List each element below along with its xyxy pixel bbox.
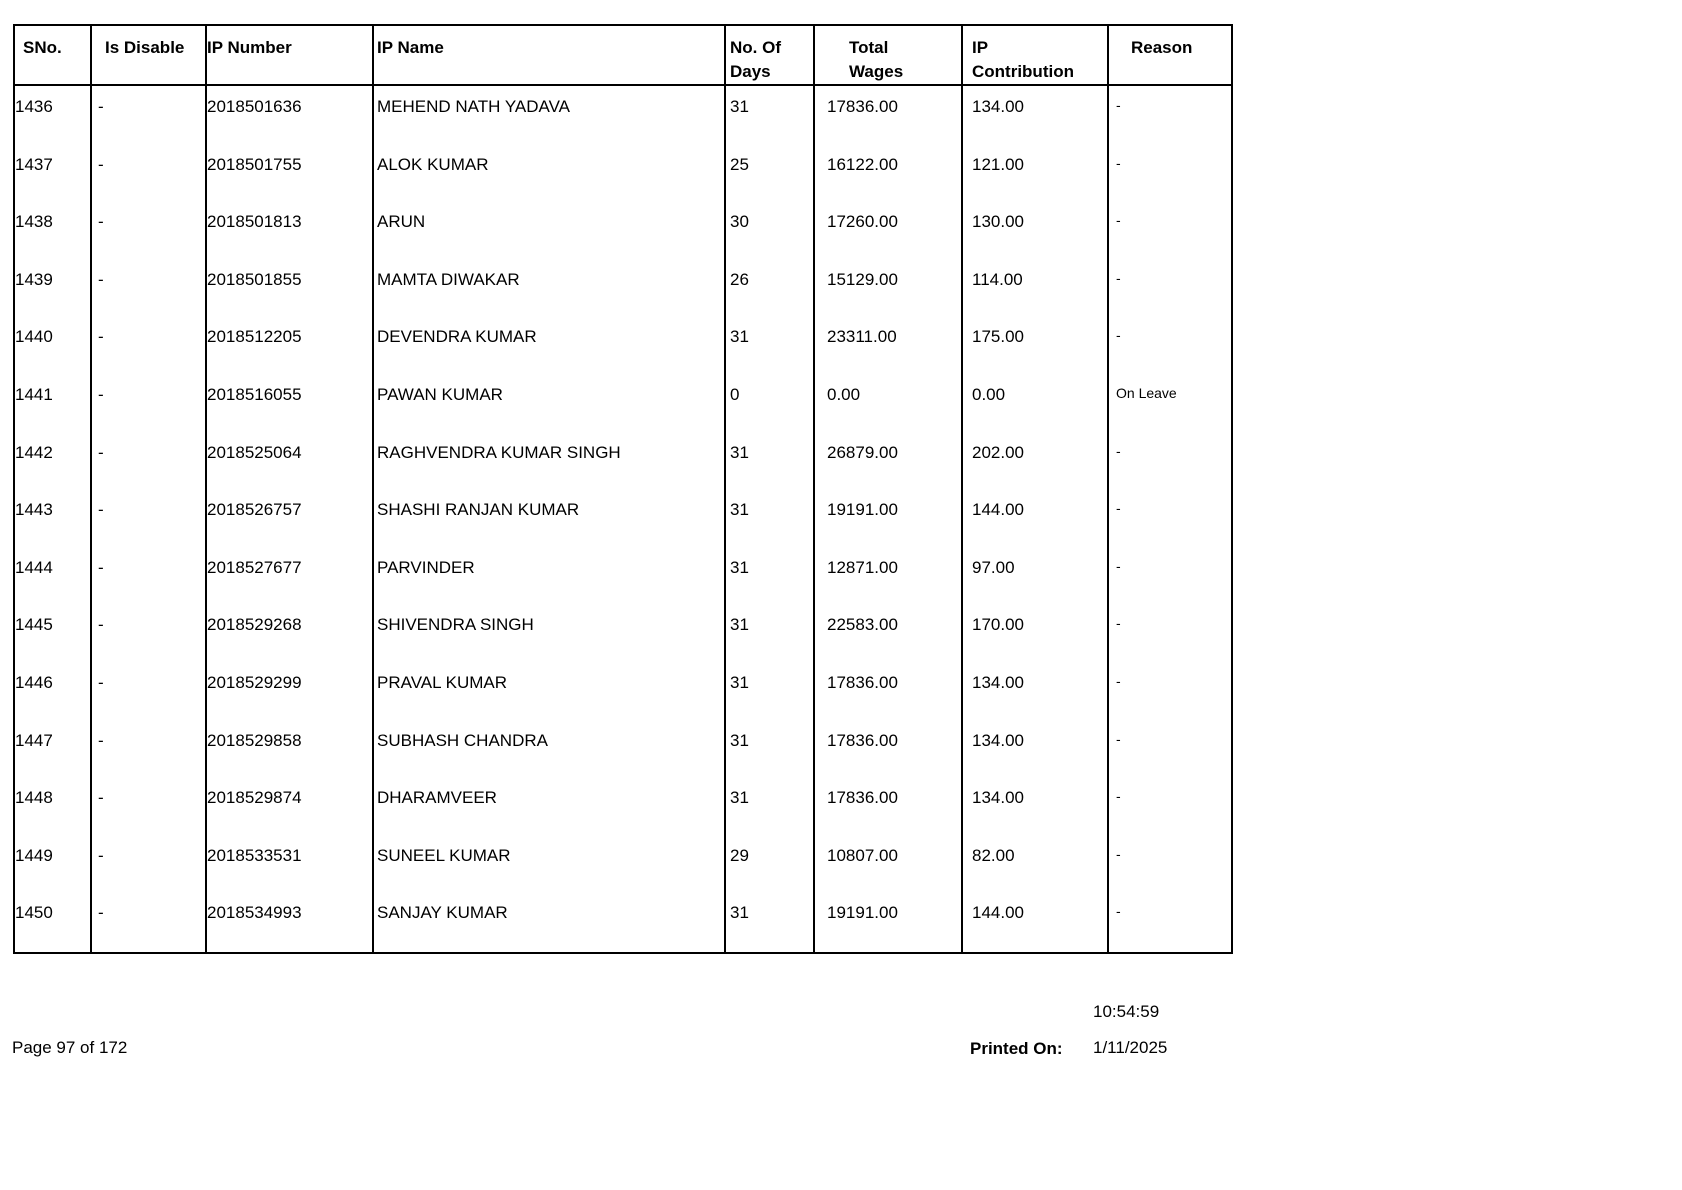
header-is-disable [91,25,206,85]
cell-ip-contribution-text: 144.00 [972,500,1024,520]
cell-ip-contribution-text: 0.00 [972,384,1006,404]
cell-sno-text: 1445 [15,615,53,635]
cell-reason [1108,201,1232,259]
cell-no-of-days [725,489,814,547]
cell-sno-text: 1440 [15,327,53,347]
cell-reason-text: - [1116,557,1121,574]
cell-no-of-days-text: 30 [730,212,749,232]
cell-is-disable-text: - [98,788,104,808]
cell-sno-text: 1443 [15,500,53,520]
header-ip-contribution [962,25,1108,85]
cell-total-wages-text: 17836.00 [827,730,898,750]
cell-total-wages-text: 22583.00 [827,615,898,635]
cell-ip-number [206,144,373,202]
cell-sno [14,662,91,720]
cell-sno [14,144,91,202]
cell-sno [14,201,91,259]
cell-reason-text: - [1116,788,1121,805]
cell-is-disable [91,259,206,317]
cell-ip-name [373,604,725,662]
table-row [14,777,1232,835]
cell-sno-text: 1441 [15,384,53,404]
header-is-disable-label: Is Disable [105,38,185,57]
cell-sno [14,316,91,374]
cell-ip-number [206,432,373,490]
cell-reason [1108,259,1232,317]
cell-is-disable-text: - [98,442,104,462]
cell-ip-name-text: PRAVAL KUMAR [377,672,508,692]
header-row [14,25,1232,85]
header-reason [1108,25,1232,85]
cell-ip-number-text: 2018529874 [207,788,302,808]
cell-ip-contribution-text: 134.00 [972,730,1024,750]
cell-no-of-days [725,144,814,202]
cell-total-wages-text: 19191.00 [827,903,898,923]
cell-no-of-days-text: 31 [730,557,749,577]
table-row [14,892,1232,953]
header-ip-contribution-label: IP Contribution [972,38,1074,81]
cell-no-of-days [725,85,814,144]
cell-sno [14,85,91,144]
cell-ip-contribution [962,892,1108,953]
cell-ip-number-text: 2018501855 [207,269,302,289]
header-ip-name [373,25,725,85]
cell-ip-name-text: MAMTA DIWAKAR [377,269,520,289]
cell-reason-text: - [1116,845,1121,862]
cell-is-disable [91,489,206,547]
cell-ip-name-text: MEHEND NATH YADAVA [377,97,571,116]
cell-ip-name-text: PARVINDER [377,557,475,577]
cell-ip-number [206,547,373,605]
cell-is-disable [91,835,206,893]
cell-sno-text: 1437 [15,154,53,174]
cell-ip-name-text: SANJAY KUMAR [377,903,508,923]
cell-ip-name-text: SUNEEL KUMAR [377,845,511,865]
cell-ip-name [373,662,725,720]
cell-ip-name [373,892,725,953]
cell-ip-contribution [962,374,1108,432]
cell-ip-contribution-text: 130.00 [972,212,1024,232]
table-row [14,720,1232,778]
table-row [14,259,1232,317]
cell-total-wages [814,432,962,490]
cell-total-wages [814,144,962,202]
cell-ip-name [373,547,725,605]
cell-no-of-days-text: 31 [730,903,749,923]
cell-ip-name-text: PAWAN KUMAR [377,384,503,404]
cell-ip-number-text: 2018512205 [207,327,302,347]
cell-is-disable [91,144,206,202]
cell-no-of-days-text: 31 [730,615,749,635]
cell-reason-text: - [1116,500,1121,517]
cell-is-disable-text: - [98,730,104,750]
table-row [14,144,1232,202]
header-total-wages [814,25,962,85]
cell-sno-text: 1450 [15,903,53,923]
cell-ip-number [206,316,373,374]
cell-sno [14,432,91,490]
cell-ip-contribution [962,85,1108,144]
cell-sno-text: 1446 [15,672,53,692]
header-ip-number [206,25,373,85]
cell-no-of-days-text: 25 [730,154,749,174]
cell-ip-number [206,777,373,835]
printed-on-label: Printed On: [970,1039,1063,1058]
header-reason-label: Reason [1131,38,1193,57]
cell-ip-number-text: 2018526757 [207,500,302,520]
cell-ip-number-text: 2018529268 [207,615,302,635]
page-info: Page 97 of 172 [12,1038,128,1057]
cell-total-wages [814,835,962,893]
cell-total-wages [814,259,962,317]
cell-ip-contribution [962,547,1108,605]
cell-total-wages [814,662,962,720]
cell-ip-name-text: DHARAMVEER [377,788,497,808]
cell-reason-text: On Leave [1116,384,1177,401]
table-body [14,85,1232,953]
cell-ip-number-text: 2018516055 [207,384,302,404]
cell-ip-name [373,259,725,317]
cell-reason [1108,662,1232,720]
cell-reason [1108,85,1232,144]
cell-ip-contribution [962,259,1108,317]
cell-sno-text: 1449 [15,845,53,865]
cell-reason [1108,374,1232,432]
cell-no-of-days-text: 31 [730,442,749,462]
cell-sno [14,604,91,662]
cell-ip-number-text: 2018525064 [207,442,302,462]
header-sno [14,25,91,85]
print-time: 10:54:59 [1093,1002,1160,1021]
header-ip-number-label: IP Number [207,38,292,57]
cell-reason [1108,835,1232,893]
cell-reason-text: - [1116,442,1121,459]
cell-ip-name [373,201,725,259]
table-row [14,374,1232,432]
cell-no-of-days [725,432,814,490]
cell-ip-contribution [962,201,1108,259]
cell-ip-contribution [962,662,1108,720]
cell-sno [14,374,91,432]
cell-no-of-days-text: 26 [730,269,749,289]
cell-is-disable-text: - [98,672,104,692]
cell-sno [14,892,91,953]
header-sno-label: SNo. [23,38,62,57]
table-header [14,25,1232,85]
cell-ip-number-text: 2018534993 [207,903,302,923]
cell-reason-text: - [1116,615,1121,632]
cell-no-of-days-text: 29 [730,845,749,865]
table-row [14,432,1232,490]
cell-total-wages-text: 0.00 [827,384,861,404]
cell-ip-name [373,777,725,835]
cell-is-disable [91,777,206,835]
cell-ip-number-text: 2018501755 [207,154,302,174]
cell-ip-contribution-text: 134.00 [972,672,1024,692]
header-total-wages-label: Total Wages [849,38,904,81]
cell-no-of-days [725,777,814,835]
cell-no-of-days-text: 31 [730,788,749,808]
cell-ip-contribution [962,777,1108,835]
cell-total-wages-text: 17836.00 [827,672,898,692]
cell-sno [14,489,91,547]
table-row [14,547,1232,605]
cell-reason-text: - [1116,730,1121,747]
cell-total-wages-text: 12871.00 [827,557,898,577]
cell-ip-name-text: ALOK KUMAR [377,154,489,174]
cell-no-of-days [725,604,814,662]
cell-ip-name-text: DEVENDRA KUMAR [377,327,537,347]
cell-no-of-days-text: 31 [730,327,749,347]
cell-reason-text: - [1116,903,1121,920]
cell-ip-number-text: 2018501636 [207,97,302,116]
print-date: 1/11/2025 [1093,1038,1168,1057]
cell-total-wages [814,201,962,259]
cell-reason [1108,489,1232,547]
cell-ip-contribution-text: 121.00 [972,154,1024,174]
table-row [14,201,1232,259]
cell-is-disable-text: - [98,212,104,232]
cell-ip-number [206,662,373,720]
cell-ip-contribution-text: 134.00 [972,97,1024,116]
cell-ip-contribution-text: 175.00 [972,327,1024,347]
cell-no-of-days [725,720,814,778]
cell-ip-number [206,489,373,547]
cell-no-of-days [725,201,814,259]
cell-total-wages-text: 19191.00 [827,500,898,520]
cell-reason-text: - [1116,97,1121,113]
cell-ip-name [373,144,725,202]
cell-is-disable [91,374,206,432]
table-row [14,604,1232,662]
cell-sno-text: 1447 [15,730,53,750]
cell-no-of-days [725,892,814,953]
cell-ip-number-text: 2018533531 [207,845,302,865]
cell-reason-text: - [1116,212,1121,229]
cell-sno [14,835,91,893]
cell-ip-number [206,374,373,432]
cell-ip-contribution-text: 202.00 [972,442,1024,462]
cell-sno-text: 1444 [15,557,53,577]
cell-ip-contribution-text: 134.00 [972,788,1024,808]
table-row [14,316,1232,374]
cell-ip-number-text: 2018529299 [207,672,302,692]
cell-ip-name-text: SUBHASH CHANDRA [377,730,548,750]
cell-sno-text: 1442 [15,442,53,462]
cell-total-wages [814,777,962,835]
cell-ip-name [373,374,725,432]
cell-ip-number [206,85,373,144]
cell-is-disable [91,892,206,953]
cell-no-of-days-text: 31 [730,500,749,520]
cell-ip-name-text: SHASHI RANJAN KUMAR [377,500,580,520]
cell-reason [1108,720,1232,778]
cell-ip-name [373,432,725,490]
cell-reason-text: - [1116,269,1121,286]
cell-reason-text: - [1116,327,1121,344]
cell-total-wages [814,547,962,605]
cell-no-of-days [725,259,814,317]
cell-reason [1108,144,1232,202]
cell-reason [1108,604,1232,662]
cell-ip-number [206,201,373,259]
cell-no-of-days [725,662,814,720]
cell-ip-name [373,835,725,893]
cell-ip-contribution-text: 170.00 [972,615,1024,635]
cell-no-of-days [725,835,814,893]
cell-sno [14,777,91,835]
cell-is-disable-text: - [98,500,104,520]
cell-reason [1108,316,1232,374]
cell-ip-contribution [962,835,1108,893]
cell-no-of-days [725,374,814,432]
cell-is-disable [91,201,206,259]
cell-no-of-days-text: 31 [730,672,749,692]
cell-is-disable [91,316,206,374]
cell-total-wages-text: 26879.00 [827,442,898,462]
cell-is-disable-text: - [98,97,104,116]
cell-ip-number [206,835,373,893]
cell-ip-contribution-text: 82.00 [972,845,1015,865]
cell-total-wages-text: 17836.00 [827,788,898,808]
cell-reason [1108,432,1232,490]
cell-ip-name-text: ARUN [377,212,426,232]
cell-total-wages [814,892,962,953]
cell-is-disable-text: - [98,903,104,923]
cell-sno-text: 1448 [15,788,53,808]
cell-is-disable [91,432,206,490]
cell-total-wages [814,604,962,662]
cell-total-wages [814,374,962,432]
header-no-of-days-label: No. Of Days [730,38,781,81]
cell-ip-contribution-text: 97.00 [972,557,1015,577]
cell-ip-number-text: 2018529858 [207,730,302,750]
cell-ip-name-text: RAGHVENDRA KUMAR SINGH [377,442,621,462]
cell-sno-text: 1438 [15,212,53,232]
cell-no-of-days [725,316,814,374]
cell-total-wages-text: 15129.00 [827,269,898,289]
cell-total-wages [814,316,962,374]
cell-total-wages-text: 10807.00 [827,845,898,865]
cell-no-of-days-text: 31 [730,97,749,116]
cell-is-disable-text: - [98,615,104,635]
cell-sno [14,259,91,317]
table-row [14,489,1232,547]
cell-ip-contribution [962,144,1108,202]
cell-ip-number [206,604,373,662]
cell-reason [1108,892,1232,953]
cell-total-wages [814,720,962,778]
cell-reason [1108,777,1232,835]
cell-total-wages-text: 23311.00 [827,327,897,347]
header-no-of-days [725,25,814,85]
cell-ip-name [373,85,725,144]
cell-ip-contribution [962,432,1108,490]
cell-is-disable [91,547,206,605]
cell-is-disable-text: - [98,154,104,174]
table-row [14,85,1232,144]
cell-no-of-days-text: 31 [730,730,749,750]
cell-ip-contribution-text: 114.00 [972,269,1023,289]
cell-reason-text: - [1116,154,1121,171]
cell-ip-number [206,720,373,778]
table-row [14,835,1232,893]
table-row [14,662,1232,720]
cell-is-disable [91,604,206,662]
cell-ip-contribution-text: 144.00 [972,903,1024,923]
cell-reason-text: - [1116,672,1121,689]
cell-total-wages-text: 17836.00 [827,97,898,116]
cell-ip-number [206,259,373,317]
contribution-table [13,24,1233,954]
cell-is-disable-text: - [98,269,104,289]
cell-total-wages [814,489,962,547]
cell-ip-name-text: SHIVENDRA SINGH [377,615,534,635]
cell-no-of-days-text: 0 [730,384,740,404]
cell-is-disable [91,662,206,720]
cell-sno [14,547,91,605]
cell-ip-contribution [962,604,1108,662]
cell-is-disable [91,85,206,144]
cell-is-disable-text: - [98,384,104,404]
cell-is-disable-text: - [98,327,104,347]
cell-is-disable-text: - [98,557,104,577]
cell-ip-number-text: 2018527677 [207,557,302,577]
cell-total-wages [814,85,962,144]
cell-sno-text: 1436 [15,97,53,116]
cell-total-wages-text: 17260.00 [827,212,898,232]
header-ip-name-label: IP Name [377,38,444,57]
cell-sno [14,720,91,778]
cell-ip-contribution [962,489,1108,547]
cell-ip-number [206,892,373,953]
cell-ip-name [373,316,725,374]
cell-ip-name [373,489,725,547]
cell-no-of-days [725,547,814,605]
cell-reason [1108,547,1232,605]
cell-ip-number-text: 2018501813 [207,212,302,232]
cell-sno-text: 1439 [15,269,53,289]
cell-ip-name [373,720,725,778]
cell-total-wages-text: 16122.00 [827,154,898,174]
cell-is-disable [91,720,206,778]
cell-is-disable-text: - [98,845,104,865]
cell-ip-contribution [962,316,1108,374]
cell-ip-contribution [962,720,1108,778]
